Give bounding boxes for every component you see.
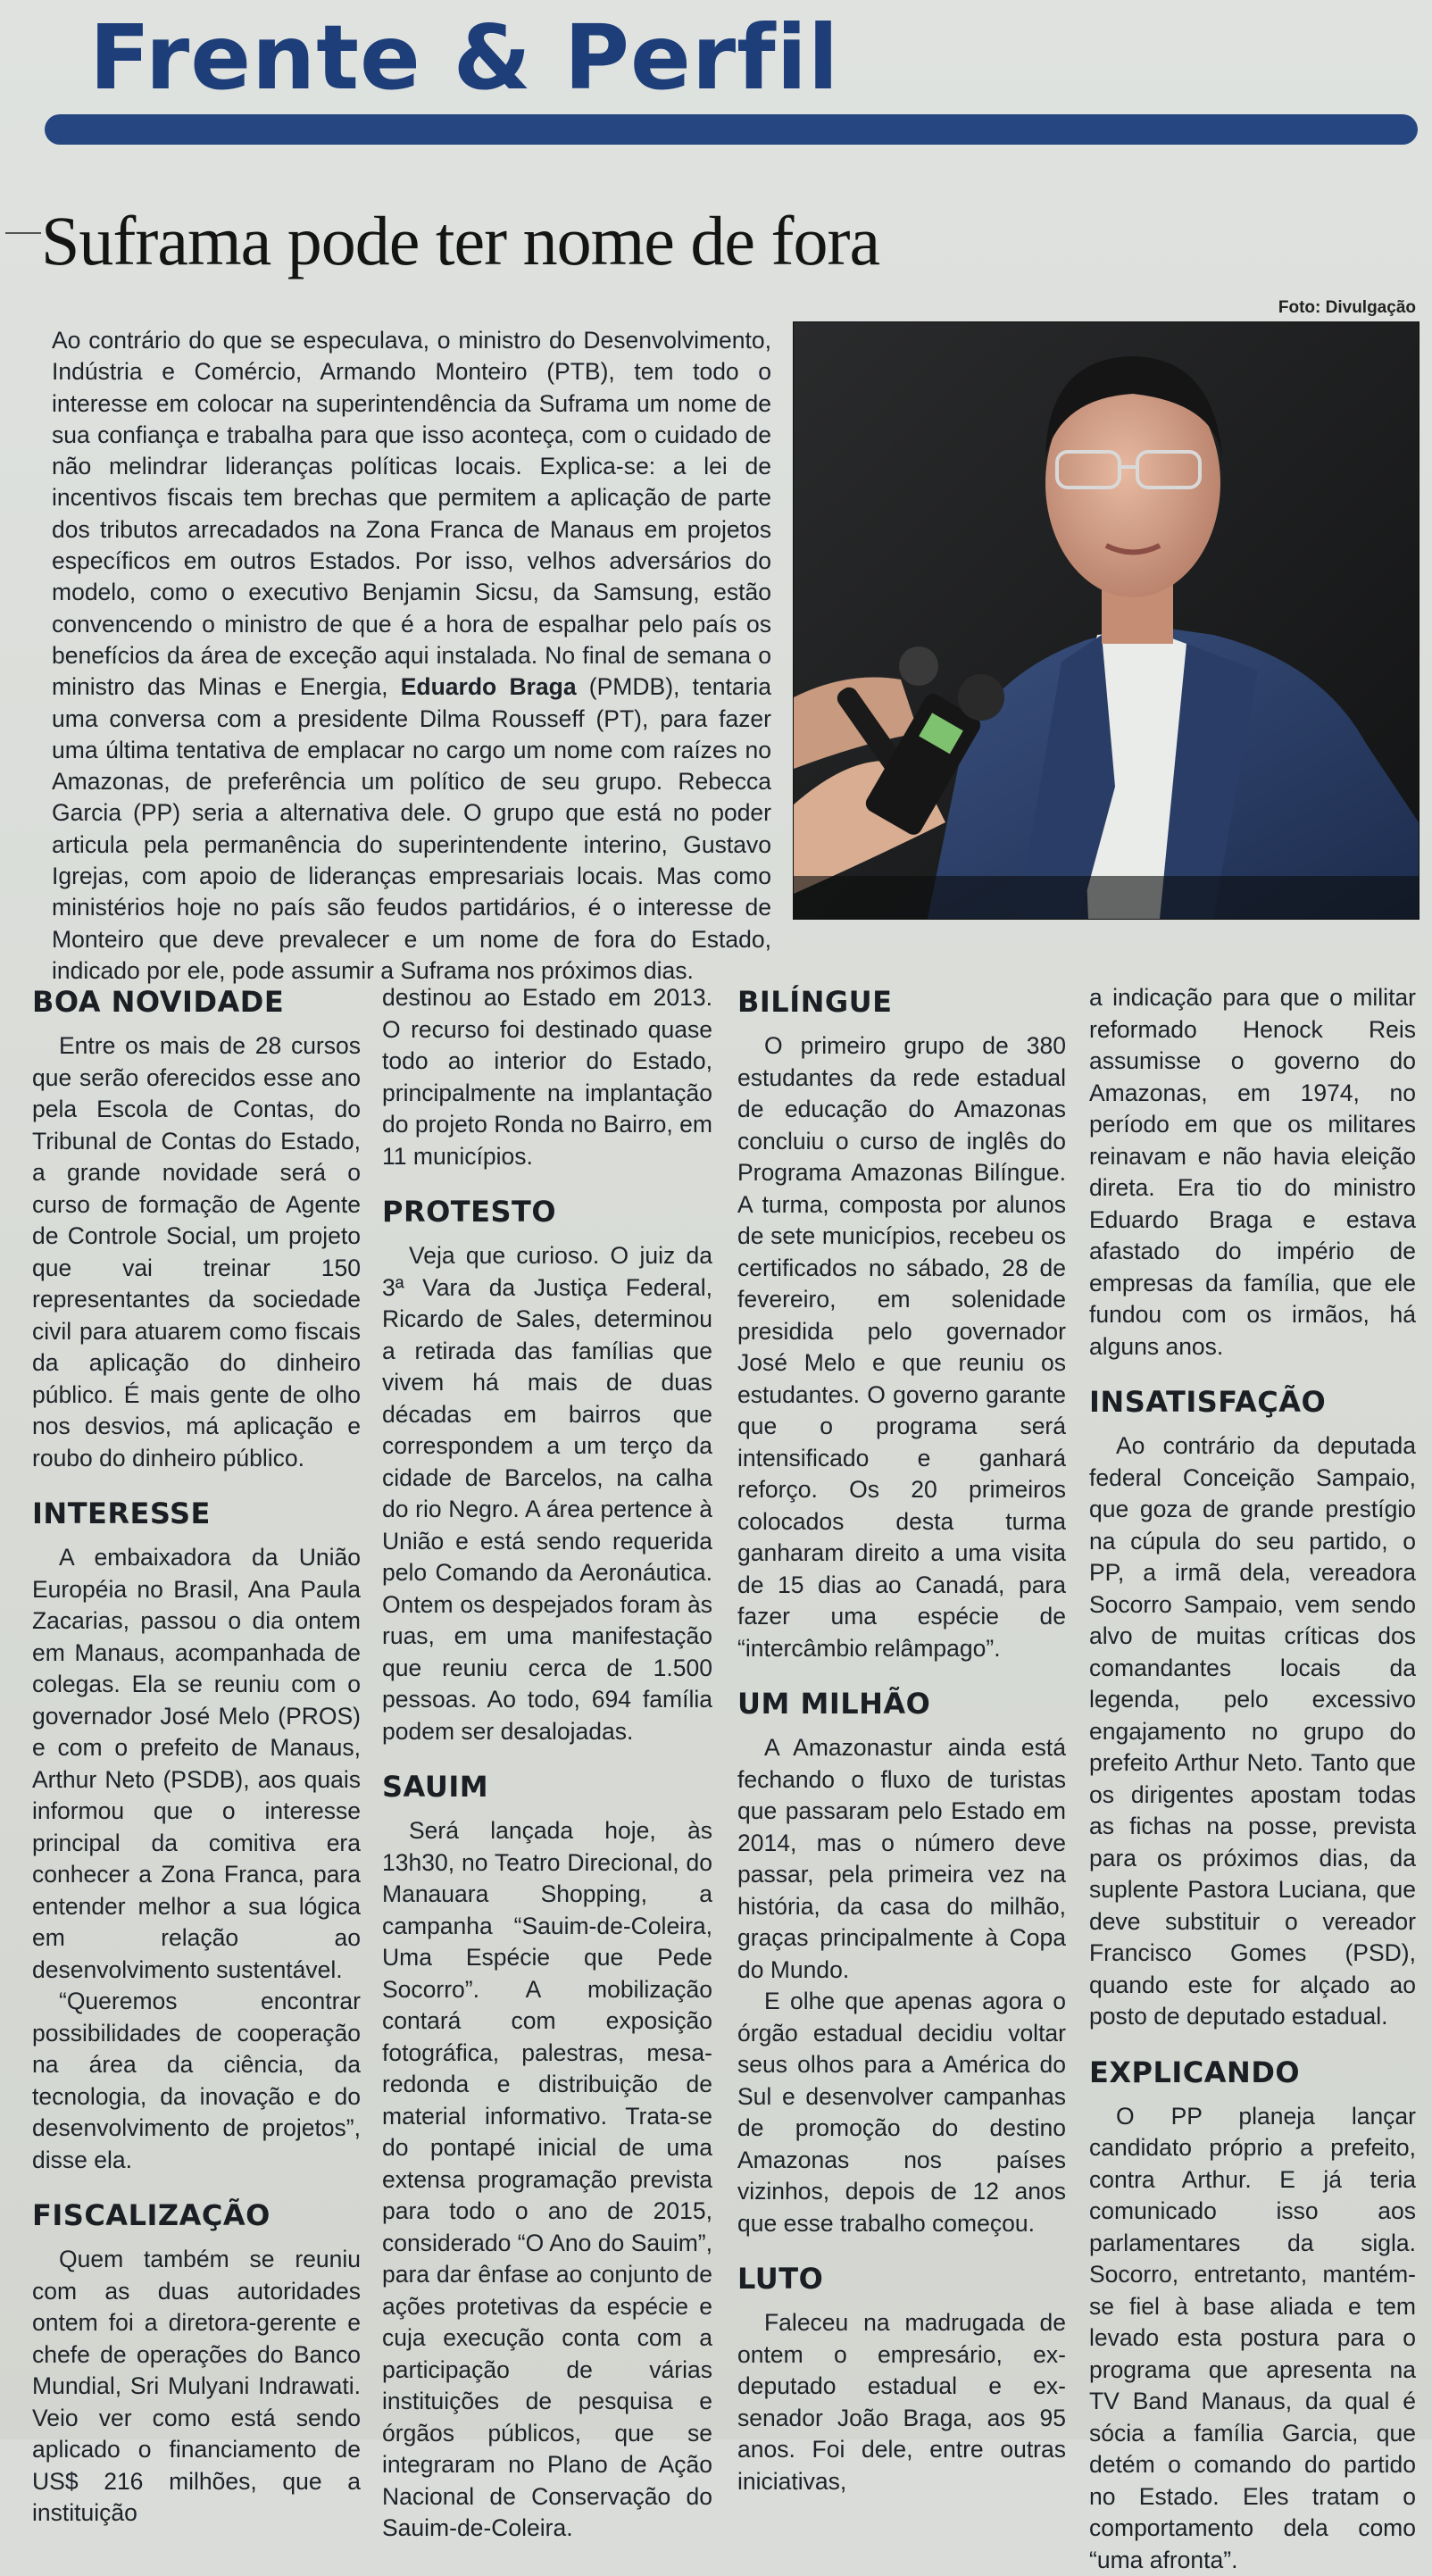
column-2 bbox=[382, 982, 712, 2545]
boa-novidade-text: Entre os mais de 28 cursos que serão oferecidos esse ano pela Escola de Contas, do Tribunal de Contas do Estado, a grande novidade será o curso de formação de Agente de Controle Social, um projeto que vai treinar 150 representantes da sociedade civil para atuarem como fiscais da aplicação do dinheiro público. É mais gente de olho nos desvios, má aplicação e roubo do dinheiro público. bbox=[32, 1030, 361, 1474]
um-milhao-title: UM MILHÃO bbox=[737, 1684, 1066, 1723]
um-milhao-text-2: E olhe que apenas agora o órgão estadual decidiu voltar seus olhos para a América do Sul e desenvolver campanhas de promoção do destino Amazonas nos países vizinhos, depois de 12 anos que esse trabalho começou. bbox=[737, 1986, 1066, 2239]
explicando-title: EXPLICANDO bbox=[1089, 2053, 1416, 2092]
luto-continued: a indicação para que o militar reformado Henock Reis assumisse o governo do Amazonas, em 1974, no período em que os militares reinavam e não havia eleição direta. Era tio do ministro Eduardo Braga e estava afastado do império de empresas da família, que ele fundou com os irmãos, há alguns anos. bbox=[1089, 982, 1416, 1363]
column-3 bbox=[737, 982, 1066, 2497]
headline-dash bbox=[5, 232, 41, 234]
protesto-text: Veja que curioso. O juiz da 3ª Vara da Justiça Federal, Ricardo de Sales, determinou a retirada das famílias que vivem há mais de duas décadas em bairros que correspondem a um terço da cidade de Barcelos, na calha do rio Negro. A área pertence à União e está sendo requerida pelo Comando da Aeronáutica. Ontem os despejados foram às ruas, em uma manifestação que reuniu cerca de 1.500 pessoas. Ao todo, 694 família podem ser desalojadas. bbox=[382, 1240, 712, 1747]
section-masthead: Frente & Perfil bbox=[89, 9, 839, 107]
lead-article bbox=[52, 325, 771, 987]
fiscalizacao-continued: destinou ao Estado em 2013. O recurso foi destinado quase todo ao interior do Estado, principalmente na implantação do projeto Ronda no Bairro, em 11 municípios. bbox=[382, 982, 712, 1172]
interesse-text-2: “Queremos encontrar possibilidades de cooperação na área da ciência, da tecnologia, da inovação e do desenvolvimento de projetos”, disse ela. bbox=[32, 1986, 361, 2176]
interesse-text-1: A embaixadora da União Européia no Brasil, Ana Paula Zacarias, passou o dia ontem em Manaus, acompanhada de colegas. Ela se reuniu com o governador José Melo (PROS) e com o prefeito de Manaus, Arthur Neto (PSDB), aos quais informou que o interesse principal da comitiva era conhecer a Zona Franca, para entender melhor a sua lógica em relação ao desenvolvimento sustentável. bbox=[32, 1542, 361, 1986]
lead-text-part1: Ao contrário do que se especulava, o ministro do Desenvolvimento, Indústria e Comércio, Armando Monteiro (PTB), tem todo o interesse em colocar na superintendência da Suframa um nome de sua confiança e trabalha para que isso aconteça, com o cuidado de não melindrar lideranças políticas locais. Explica-se: a lei de incentivos fiscais tem brechas que permitem a aplicação de parte dos tributos arrecadados na Zona Franca de Manaus em projetos específicos em outros Estados. Por isso, velhos adversários do modelo, como o executivo Benjamin Sicsu, da Samsung, estão convencendo o ministro de que é a hora de espalhar pelo país os benefícios da área de exceção aqui instalada. No final de semana o ministro das Minas e Energia, bbox=[52, 327, 771, 700]
um-milhao-text-1: A Amazonastur ainda está fechando o fluxo de turistas que passaram pelo Estado em 2014, mas o número deve passar, pela primeira vez na história, da casa do milhão, graças principalmente à Copa do Mundo. bbox=[737, 1732, 1066, 1986]
bilingue-title: BILÍNGUE bbox=[737, 982, 1066, 1021]
lead-text-part2: (PMDB), tentaria uma conversa com a presidente Dilma Rousseff (PT), para fazer uma última tentativa de emplacar no cargo um nome com raízes no Amazonas, de preferência um político de seu grupo. Rebecca Garcia (PP) seria a alternativa dele. O grupo que está no poder articula pela permanência do superintendente interino, Gustavo Igrejas, com apoio de lideranças empresariais locais. Mas como ministérios hoje no país são feudos partidários, é o interesse de Monteiro que deve prevalecer e um nome de fora do Estado, indicado por ele, pode assumir a Suframa nos próximos dias. bbox=[52, 673, 771, 984]
fiscalizacao-text: Quem também se reuniu com as duas autoridades ontem foi a diretora-gerente e chefe de operações do Banco Mundial, Sri Mulyani Indrawati. Veio ver como está sendo aplicado o financiamento de US$ 216 milhões, que a instituição bbox=[32, 2244, 361, 2530]
minister-photo-illustration bbox=[794, 322, 1419, 919]
luto-text: Faleceu na madrugada de ontem o empresário, ex-deputado estadual e ex-senador João Braga, aos 95 anos. Foi dele, entre outras iniciativas, bbox=[737, 2307, 1066, 2497]
boa-novidade-title: BOA NOVIDADE bbox=[32, 982, 361, 1021]
interesse-title: INTERESSE bbox=[32, 1494, 361, 1533]
photo-credit: Foto: Divulgação bbox=[1278, 298, 1416, 318]
masthead-rule bbox=[45, 114, 1418, 145]
column-4 bbox=[1089, 982, 1416, 2576]
sauim-title: SAUIM bbox=[382, 1767, 712, 1806]
bilingue-text: O primeiro grupo de 380 estudantes da rede estadual de educação do Amazonas concluiu o curso de inglês do Programa Amazonas Bilíngue. A turma, composta por alunos de sete municípios, recebeu os certificados no sábado, 28 de fevereiro, em solenidade presidida pelo governador José Melo e que reuniu os estudantes. O governo garante que o programa será intensificado e ganhará reforço. Os 20 primeiros colocados desta turma ganharam direito a uma visita de 15 dias ao Canadá, para fazer uma espécie de “intercâmbio relâmpago”. bbox=[737, 1030, 1066, 1664]
insatisfacao-title: INSATISFAÇÃO bbox=[1089, 1382, 1416, 1421]
headline: Suframa pode ter nome de fora bbox=[41, 200, 879, 282]
explicando-text: O PP planeja lançar candidato próprio a prefeito, contra Arthur. E já teria comunicado isso aos parlamentares da sigla. Socorro, entretanto, mantém-se fiel à base aliada e tem levado esta postura para o programa que apresenta na TV Band Manaus, da qual é sócia a família Garcia, que detém o comando do partido no Estado. Eles tratam o comportamento dela como “uma afronta”. bbox=[1089, 2101, 1416, 2576]
insatisfacao-text: Ao contrário da deputada federal Conceição Sampaio, que goza de grande prestígio na cúpula do seu partido, o PP, a irmã dela, vereadora Socorro Sampaio, vem sendo alvo de muitas críticas dos comandantes locais da legenda, pelo excessivo engajamento no grupo do prefeito Arthur Neto. Tanto que os dirigentes apostam todas as fichas na posse, prevista para os próximos dias, da suplente Pastora Luciana, que deve substituir o vereador Francisco Gomes (PSD), quando este for alçado ao posto de deputado estadual. bbox=[1089, 1430, 1416, 2033]
fiscalizacao-title: FISCALIZAÇÃO bbox=[32, 2196, 361, 2235]
column-1 bbox=[32, 982, 361, 2530]
protesto-title: PROTESTO bbox=[382, 1192, 712, 1231]
lead-bold-name: Eduardo Braga bbox=[401, 673, 577, 700]
minister-photo bbox=[793, 321, 1420, 920]
luto-title: LUTO bbox=[737, 2259, 1066, 2298]
sauim-text: Será lançada hoje, às 13h30, no Teatro Direcional, do Manauara Shopping, a campanha “Sauim-de-Coleira, Uma Espécie que Pede Socorro”. A mobilização contará com exposição fotográfica, palestras, mesa-redonda e distribuição de material informativo. Trata-se do pontapé inicial de uma extensa programação prevista para todo o ano de 2015, considerado “O Ano do Sauim”, para dar ênfase ao conjunto de ações protetivas da espécie e cuja execução conta com a participação de várias instituições de pesquisa e órgãos públicos, que se integraram no Plano de Ação Nacional de Conservação do Sauim-de-Coleira. bbox=[382, 1815, 712, 2545]
